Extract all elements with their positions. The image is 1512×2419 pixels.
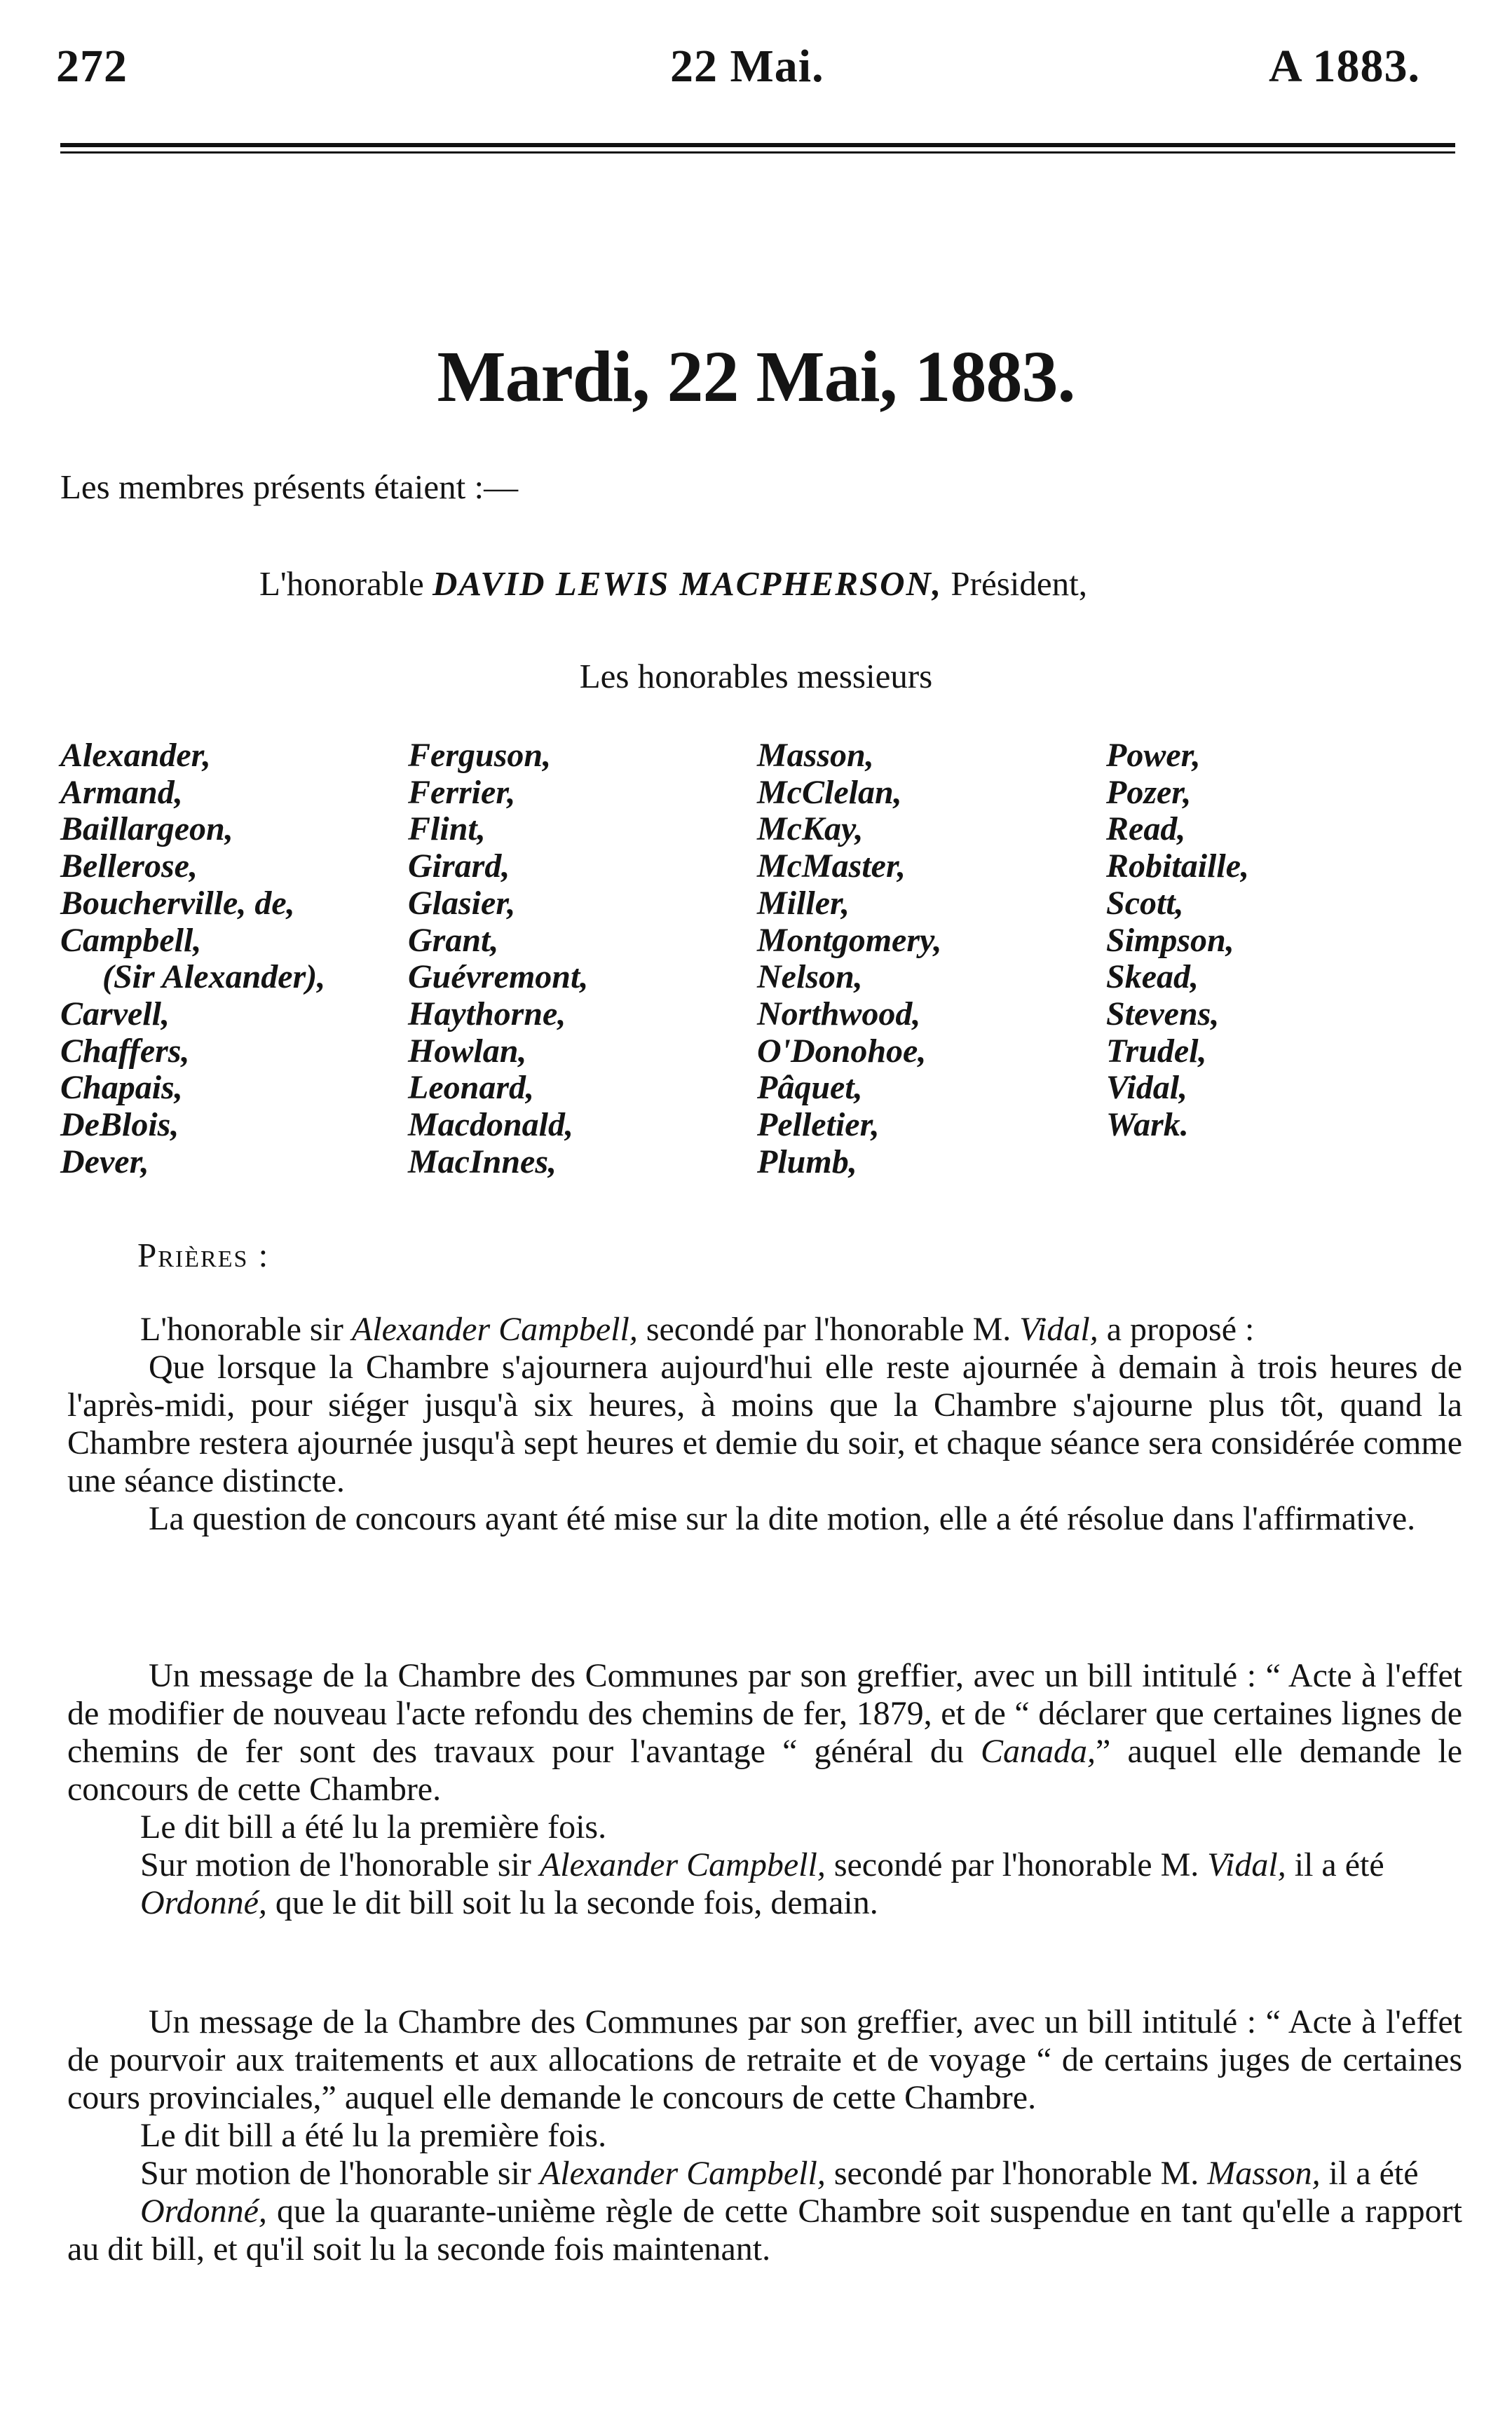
senator-name: McMaster, bbox=[757, 847, 906, 885]
senator-name: Trudel, bbox=[1106, 1032, 1207, 1070]
senator-name: Pozer, bbox=[1106, 773, 1192, 811]
senator-name: Chaffers, bbox=[60, 1032, 190, 1070]
senator-name: Plumb, bbox=[757, 1143, 857, 1180]
order-label: Ordonné, bbox=[140, 2193, 267, 2230]
message-judges-bill bbox=[67, 2003, 1462, 2268]
senator-name: McKay, bbox=[757, 810, 864, 848]
motion-text: Que lorsque la Chambre s'ajournera aujourd'hui elle reste ajournée à demain à trois heures de l'après-midi, pour siéger jusqu'à six heures, à moins que la Chambre s'ajourne plus tôt, quand la Chambre restera ajournée jusqu'à sept heures et demie du soir, et chaque séance sera considérée comme une séance distincte. bbox=[67, 1349, 1462, 1499]
senator-name: Grant, bbox=[408, 921, 499, 959]
president-line bbox=[259, 566, 1087, 601]
order-text: que la quarante-unième règle de cette Chambre soit suspendue en tant qu'elle a rapport au dit bill, et qu'il soit lu la seconde fois maintenant. bbox=[67, 2193, 1462, 2268]
senator-name: Flint, bbox=[408, 810, 486, 848]
first-reading: Le dit bill a été lu la première fois. bbox=[140, 1808, 607, 1846]
members-intro: Les membres présents étaient :— bbox=[60, 468, 519, 506]
senator-name: Armand, bbox=[60, 773, 183, 811]
message-text: Un message de la Chambre des Communes par son greffier, avec un bill intitulé : “ Acte à l'effet de modifier de nouveau l'acte refondu des chemins de fer, 1879, et de “ déclarer que certaines lignes de chemins de fer sont des travaux pour l'avantage “ général du bbox=[67, 1657, 1462, 1770]
senator-name: DeBlois, bbox=[60, 1106, 179, 1144]
senator-name: Nelson, bbox=[757, 958, 863, 996]
page-number: 272 bbox=[56, 41, 128, 92]
senator-name: Read, bbox=[1106, 810, 1186, 848]
senator-name: Skead, bbox=[1106, 958, 1199, 996]
senator-name: Macdonald, bbox=[408, 1106, 574, 1144]
senator-name: Northwood, bbox=[757, 995, 921, 1033]
text-run: secondé par l'honorable M. bbox=[825, 1846, 1208, 1883]
senator-name: Ferguson, bbox=[408, 737, 552, 774]
senator-name: Leonard, bbox=[408, 1069, 534, 1107]
member-name: Alexander Campbell, bbox=[539, 1846, 826, 1883]
senator-name: Scott, bbox=[1106, 884, 1184, 922]
senator-name: Pâquet, bbox=[757, 1069, 863, 1107]
order-text: que le dit bill soit lu la seconde fois, demain. bbox=[266, 1884, 878, 1921]
senator-name: Miller, bbox=[757, 884, 850, 922]
senator-name: Guévremont, bbox=[408, 958, 589, 996]
order-label: Ordonné, bbox=[140, 1884, 267, 1921]
senators-column-3 bbox=[757, 737, 942, 1180]
senator-name: (Sir Alexander), bbox=[102, 958, 326, 996]
senator-name: Glasier, bbox=[408, 884, 516, 922]
text-run: il a été bbox=[1320, 2155, 1419, 2192]
senator-name: Haythorne, bbox=[408, 995, 566, 1033]
member-name: Masson, bbox=[1207, 2155, 1321, 2192]
president-role: Président, bbox=[951, 564, 1088, 603]
senator-name: O'Donohoe, bbox=[757, 1032, 927, 1070]
message-railway-bill bbox=[67, 1657, 1462, 1922]
senator-name: Bellerose, bbox=[60, 847, 198, 885]
senator-name: Simpson, bbox=[1106, 921, 1234, 959]
senator-name: Howlan, bbox=[408, 1032, 527, 1070]
header-year: A 1883. bbox=[1269, 41, 1421, 92]
senator-name: Power, bbox=[1106, 737, 1201, 774]
senators-column-1 bbox=[60, 737, 325, 1180]
header-rule-top bbox=[60, 143, 1455, 147]
senator-name: Dever, bbox=[60, 1143, 149, 1180]
text-run: secondé par l'honorable M. bbox=[825, 2155, 1208, 2192]
senator-name: Alexander, bbox=[60, 737, 211, 774]
header-date: 22 Mai. bbox=[670, 41, 824, 92]
senator-name: Carvell, bbox=[60, 995, 170, 1033]
prieres-heading: Prières : bbox=[137, 1236, 270, 1274]
senator-name: Stevens, bbox=[1106, 995, 1220, 1033]
senator-name: Robitaille, bbox=[1106, 847, 1249, 885]
text-run: ” auquel elle demande le concours de cette Chambre. bbox=[67, 1733, 1463, 1808]
senator-name: Campbell, bbox=[60, 921, 202, 959]
president-prefix: L'honorable bbox=[259, 564, 424, 603]
senator-name: Masson, bbox=[757, 737, 874, 774]
member-name: Alexander Campbell, bbox=[351, 1311, 638, 1348]
president-name: DAVID LEWIS MACPHERSON, bbox=[432, 564, 943, 603]
text-run: il a été bbox=[1286, 1846, 1384, 1883]
first-reading: Le dit bill a été lu la première fois. bbox=[140, 2117, 607, 2154]
senator-name: Pelletier, bbox=[757, 1106, 880, 1144]
text-run: L'honorable sir bbox=[140, 1311, 352, 1348]
message-text: Un message de la Chambre des Communes par son greffier, avec un bill intitulé : “ Acte à l'effet de pourvoir aux traitements et aux allocations de retraite et de voyage “ de certains juges de certaines cours provinciales,” auquel elle demande le concours de cette Chambre. bbox=[67, 2003, 1462, 2116]
senator-name: Wark. bbox=[1106, 1106, 1189, 1144]
senator-name: Montgomery, bbox=[757, 921, 942, 959]
text-run: Sur motion de l'honorable sir bbox=[140, 1846, 540, 1883]
header-rule-bottom bbox=[60, 151, 1455, 154]
member-name: Vidal, bbox=[1207, 1846, 1286, 1883]
member-name: Vidal, bbox=[1019, 1311, 1098, 1348]
honorables-heading: Les honorables messieurs bbox=[579, 657, 933, 695]
member-name: Alexander Campbell, bbox=[539, 2155, 826, 2192]
text-run: a proposé : bbox=[1098, 1311, 1255, 1348]
text-run: Sur motion de l'honorable sir bbox=[140, 2155, 540, 2192]
senator-name: McClelan, bbox=[757, 773, 902, 811]
senator-name: MacInnes, bbox=[408, 1143, 557, 1180]
senator-name: Ferrier, bbox=[408, 773, 516, 811]
motion-adjournment bbox=[67, 1311, 1462, 1538]
senator-name: Girard, bbox=[408, 847, 510, 885]
senator-name: Vidal, bbox=[1106, 1069, 1188, 1107]
motion-result: La question de concours ayant été mise sur la dite motion, elle a été résolue dans l'affirmative. bbox=[149, 1500, 1416, 1537]
senator-name: Boucherville, de, bbox=[60, 884, 295, 922]
senator-name: Chapais, bbox=[60, 1069, 183, 1107]
senators-column-4 bbox=[1106, 737, 1249, 1144]
place-name: Canada, bbox=[981, 1733, 1096, 1770]
page-title: Mardi, 22 Mai, 1883. bbox=[437, 336, 1075, 417]
senators-column-2 bbox=[408, 737, 588, 1180]
text-run: secondé par l'honorable M. bbox=[637, 1311, 1020, 1348]
senator-name: Baillargeon, bbox=[60, 810, 233, 848]
